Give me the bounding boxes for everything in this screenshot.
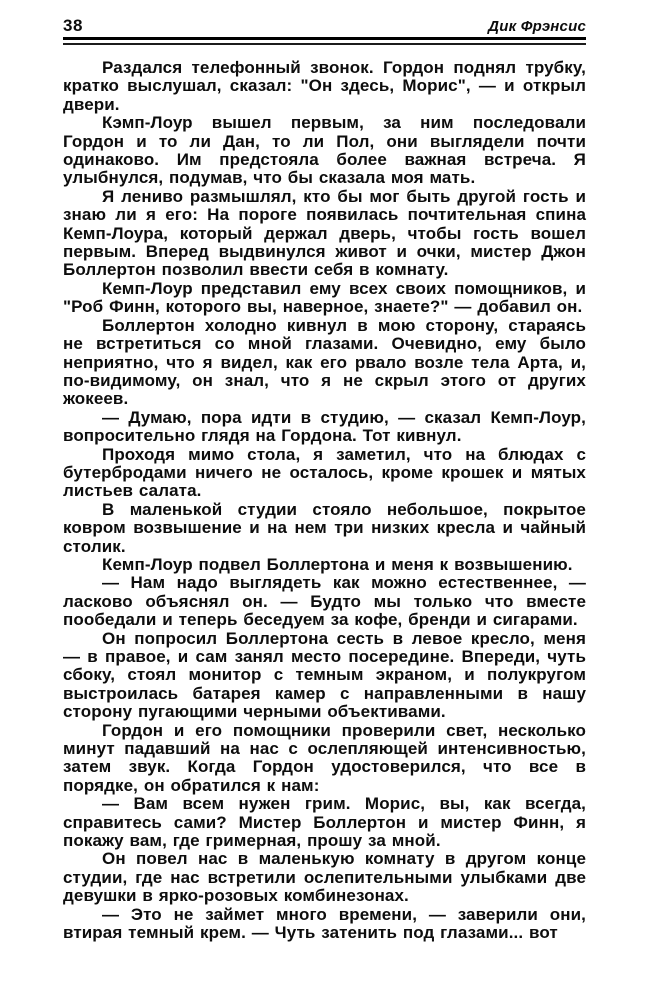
paragraph: Гордон и его помощники проверили свет, несколько минут падавший на нас с ослепляющей интенсивностью, затем звук. Когда Гордон удостоверился, что все в порядке, он обратился к нам: — [63, 720, 586, 795]
page-number: 38 — [63, 16, 83, 35]
paragraph: — Нам надо выглядеть как можно естественнее, — ласково объяснял он. — Будто мы только что вместе пообедали и теперь беседуем за кофе, бренди и сигарами. — [63, 573, 586, 630]
paragraph: Я лениво размышлял, кто бы мог быть другой гость и знаю ли я его: На пороге появилась почтительная спина Кемп-Лоура, который держал дверь, чтобы гость вошел первым. Вперед выдвинулся живот и очки, мистер Джон Боллертон позволил ввести себя в комнату. — [63, 186, 586, 280]
header-rule — [63, 43, 586, 45]
paragraph: — Думаю, пора идти в студию, — сказал Кемп-Лоур, вопросительно глядя на Гордона. Тот кивнул. — [63, 407, 586, 446]
paragraph: Раздался телефонный звонок. Гордон поднял трубку, кратко выслушал, сказал: "Он здесь, Морис", — и открыл двери. — [63, 58, 586, 114]
paragraph: Кемп-Лоур представил ему всех своих помощников, и "Роб Финн, которого вы, наверное, знаете?" — добавил он. — [63, 278, 586, 317]
paragraph: Проходя мимо стола, я заметил, что на блюдах с бутербродами ничего не осталось, кроме крошек и мятых листьев салата. — [63, 444, 586, 501]
paragraph: — Вам всем нужен грим. Морис, вы, как всегда, справитесь сами? Мистер Боллертон и мистер Финн, я покажу вам, где гримерная, прошу за мной. — [63, 794, 586, 851]
body-text — [63, 59, 586, 943]
paragraph: Он попросил Боллертона сесть в левое кресло, меня — в правое, и сам занял место посередине. Впереди, чуть сбоку, стоял монитор с темным экраном, и полукругом выстроилась батарея камер с направленными в нашу сторону пугающими черными объективами. — [63, 628, 586, 722]
paragraph: Кэмп-Лоур вышел первым, за ним последовали Гордон и то ли Дан, то ли Пол, они выглядели почти одинаково. Им предстояла более важная встреча. Я улыбнулся, подумав, что бы сказала моя мать. — [63, 113, 586, 188]
paragraph: Он повел нас в маленькую комнату в другом конце студии, где нас встретили ослепительными улыбками две девушки в ярко-розовых комбинезонах. — [63, 849, 586, 906]
paragraph: — Это не займет много времени, — заверили они, втирая темный крем. — Чуть затенить под глазами... вот — [63, 904, 586, 943]
running-title: Дик Фрэнсис — [488, 18, 586, 35]
paragraph: В маленькой студии стояло небольшое, покрытое ковром возвышение и на нем три низких кресла и чайный столик. — [63, 499, 586, 556]
page-header — [63, 17, 586, 40]
paragraph: Боллертон холодно кивнул в мою сторону, стараясь не встретиться со мной глазами. Очевидно, ему было неприятно, что я видел, как его рвало возле тела Арта, и, по-видимому, он знал, что я не скрыл этого от других жокеев. — [63, 315, 586, 409]
paragraph: Кемп-Лоур подвел Боллертона и меня к возвышению. — [102, 554, 573, 574]
